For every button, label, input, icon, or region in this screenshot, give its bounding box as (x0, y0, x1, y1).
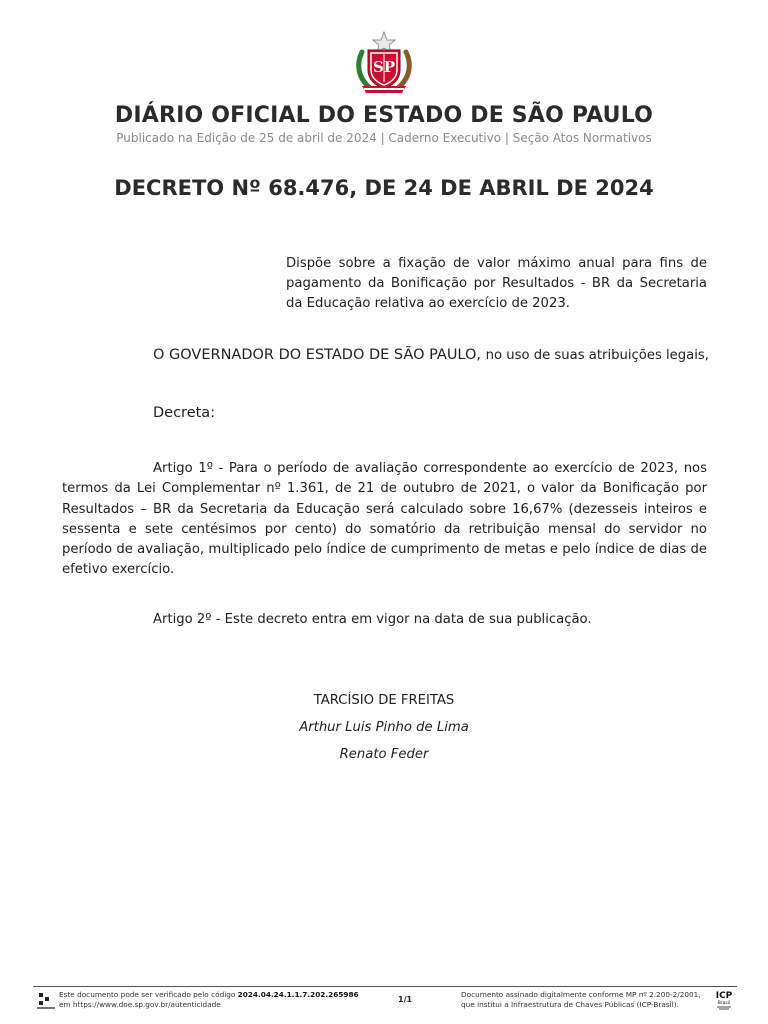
icp-sub-label: Brasil (717, 1001, 731, 1006)
icp-label: ICP (715, 991, 733, 1001)
footer-verify-url[interactable]: em https://www.doe.sp.gov.br/autenticidade (59, 1000, 221, 1009)
crest-monogram: SP (372, 58, 396, 76)
footer-signed-line-1: Documento assinado digitalmente conforme MP nº 2.200-2/2001, (461, 990, 701, 999)
gazette-title: DIÁRIO OFICIAL DO ESTADO DE SÃO PAULO (114, 103, 654, 128)
sao-paulo-coat-of-arms-icon (352, 30, 416, 96)
signature-secretary-1: Arthur Luis Pinho de Lima (299, 720, 469, 735)
footer-verify-code: 2024.04.24.1.1.7.202.265986 (237, 990, 359, 999)
decree-enacting-word: Decreta: (153, 405, 216, 421)
decree-preamble (153, 347, 709, 363)
footer-divider (33, 986, 737, 987)
preamble-lead: O GOVERNADOR DO ESTADO DE SÃO PAULO, (153, 347, 482, 363)
prodesp-logo-icon (36, 990, 56, 1010)
decree-title: DECRETO Nº 68.476, DE 24 DE ABRIL DE 2024 (114, 176, 654, 200)
preamble-rest: no uso de suas atribuições legais, (485, 348, 709, 363)
footer-verify-text: Este documento pode ser verificado pelo código (59, 990, 236, 999)
article-2: Artigo 2º - Este decreto entra em vigor na data de sua publicação. (153, 612, 592, 627)
decree-summary: Dispõe sobre a fixação de valor máximo anual para fins de pagamento da Bonificação por Resultados - BR da Secretaria da Educação relativa ao exercício de 2023. (286, 256, 707, 311)
signature-secretary-2: Renato Feder (339, 747, 429, 762)
page-number: 1/1 (398, 995, 413, 1004)
footer-signed-line-2: que institui a Infraestrutura de Chaves Públicas (ICP-Brasil). (461, 1000, 679, 1009)
publication-info: Publicado na Edição de 25 de abril de 2024 | Caderno Executivo | Seção Atos Normativos (116, 131, 652, 145)
article-1: Artigo 1º - Para o período de avaliação correspondente ao exercício de 2023, nos termos da Lei Complementar nº 1.361, de 21 de outubro de 2021, o valor da Bonificação por Resultados – BR da Secretaria da Educação será calculado sobre 16,67% (dezesseis inteiros e sessenta e sete centésimos por cento) do somatório da retribuição mensal do servidor no período de avaliação, multiplicado pelo índice de cumprimento de metas e pelo índice de dias de efetivo exercício. (62, 461, 707, 578)
footer-verification (59, 990, 359, 1010)
icp-brasil-logo-icon (713, 989, 735, 1011)
footer-signature-notice (461, 990, 701, 1010)
signature-governor: TARCÍSIO DE FREITAS (313, 693, 455, 708)
